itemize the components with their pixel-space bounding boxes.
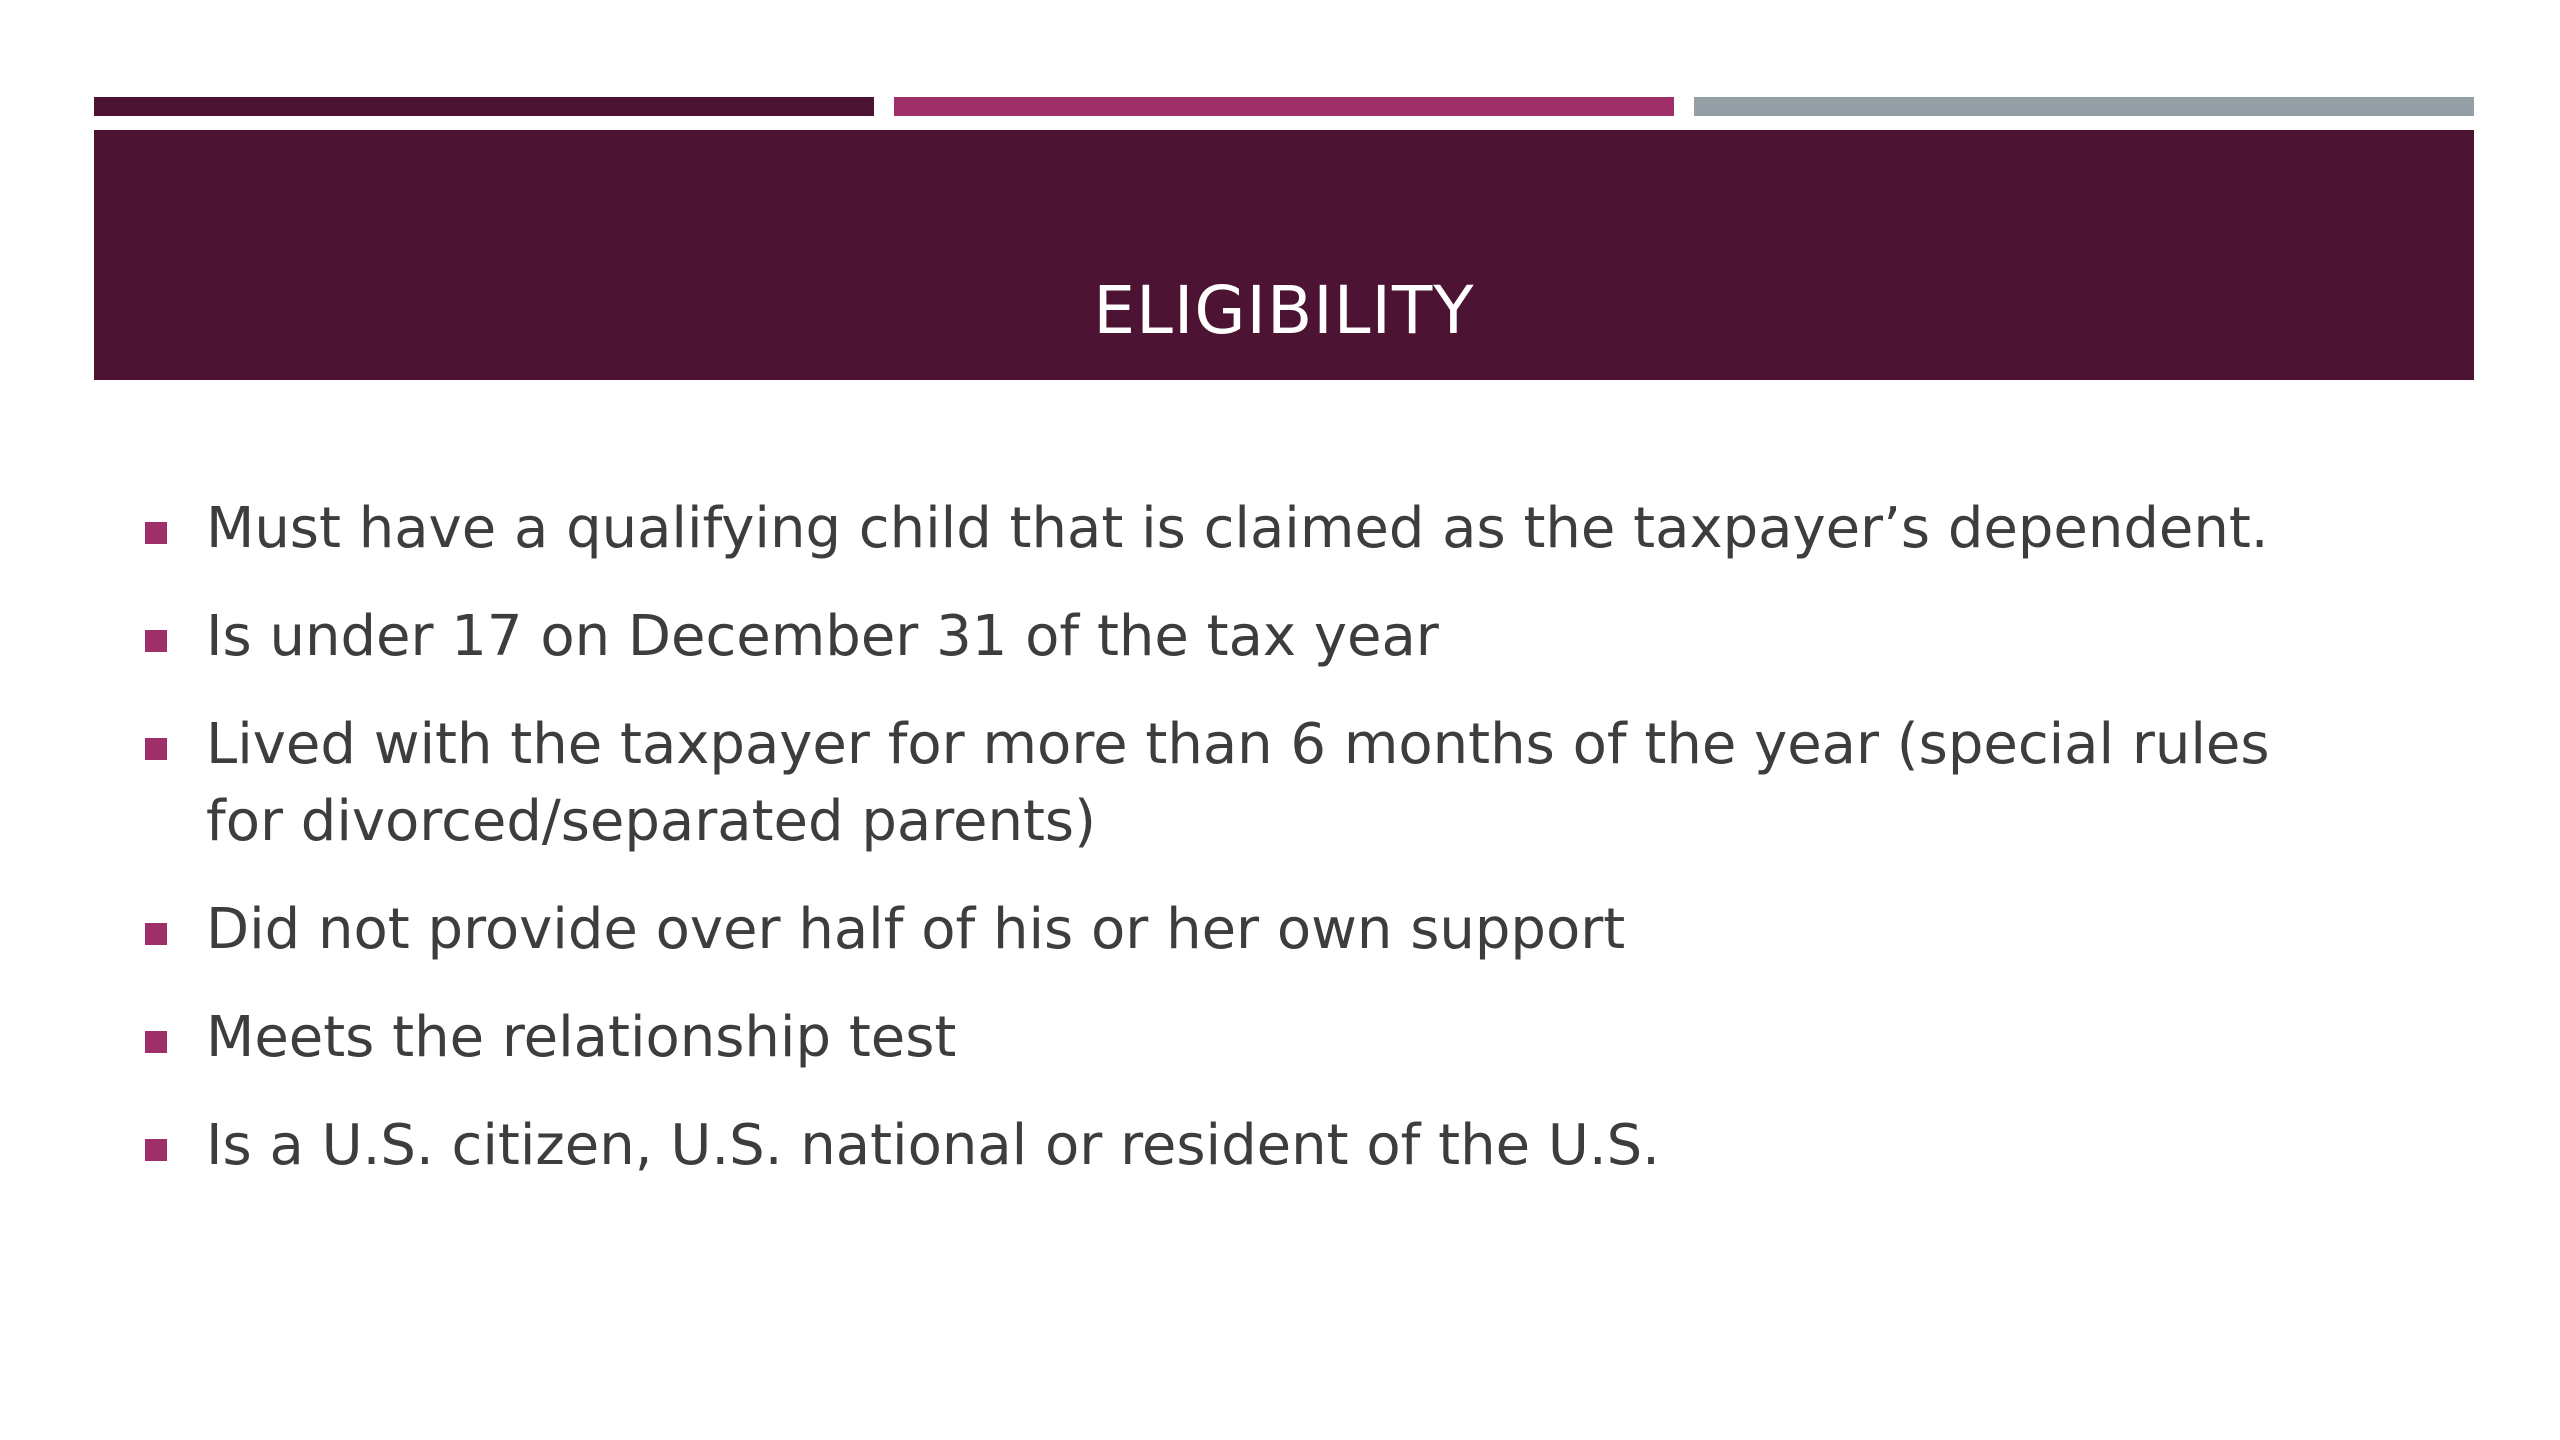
bullet-text: Is a U.S. citizen, U.S. national or resident of the U.S.: [206, 1113, 1660, 1178]
bullet-item: [0, 1107, 2560, 1184]
bullet-text: Is under 17 on December 31 of the tax year: [206, 604, 1439, 669]
square-bullet-icon: [145, 738, 167, 760]
square-bullet-icon: [145, 1139, 167, 1161]
square-bullet-icon: [145, 630, 167, 652]
accent-bar-magenta: [894, 97, 1674, 116]
bullet-text: Lived with the taxpayer for more than 6 months of the year (special rules for divorced/separated parents): [206, 712, 2270, 854]
square-bullet-icon: [145, 923, 167, 945]
slide-title: ELIGIBILITY: [1093, 272, 1475, 349]
bullet-list: [0, 490, 2560, 1215]
title-banner: [94, 130, 2474, 380]
accent-bar-dark: [94, 97, 874, 116]
square-bullet-icon: [145, 522, 167, 544]
square-bullet-icon: [145, 1031, 167, 1053]
bullet-text: Must have a qualifying child that is claimed as the taxpayer’s dependent.: [206, 496, 2269, 561]
bullet-text: Meets the relationship test: [206, 1005, 957, 1070]
bullet-text: Did not provide over half of his or her own support: [206, 897, 1626, 962]
bullet-item: [0, 598, 2560, 675]
bullet-item: [0, 490, 2560, 567]
bullet-item: [0, 999, 2560, 1076]
bullet-item: [0, 891, 2560, 968]
accent-bar-gray: [1694, 97, 2474, 116]
bullet-item: [0, 706, 2560, 860]
